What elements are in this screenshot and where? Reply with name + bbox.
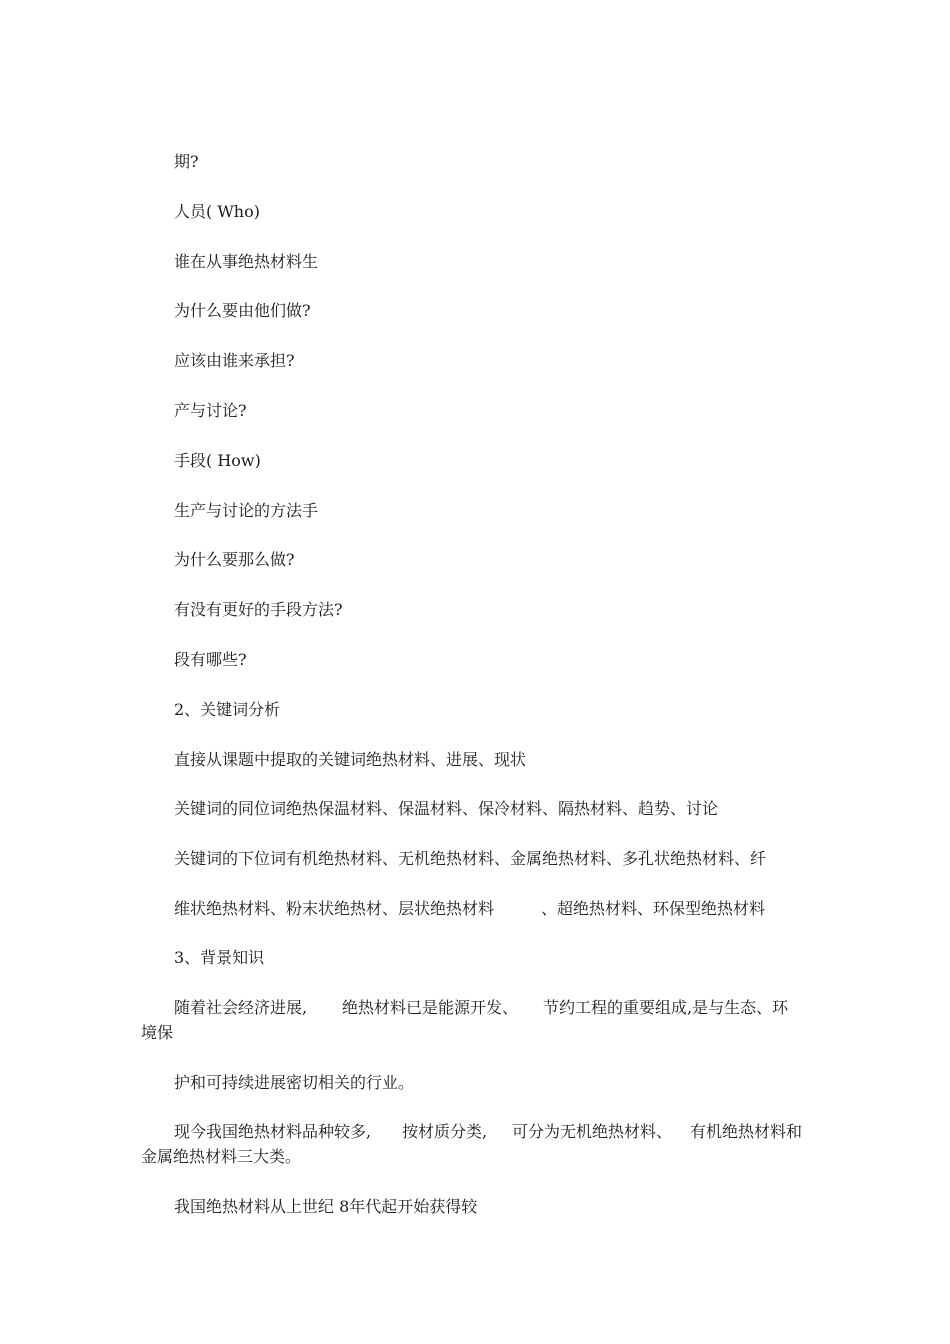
text-line: 人员( Who) (174, 202, 260, 221)
text-line: 为什么要那么做? (174, 550, 295, 569)
text-line: 段有哪些? (174, 650, 247, 669)
text-line: 关键词的下位词有机绝热材料、无机绝热材料、金属绝热材料、多孔状绝热材料、纤 (174, 849, 767, 868)
paragraph-fragment: 境保 (141, 1023, 174, 1042)
section-heading: 2、关键词分析 (174, 700, 281, 719)
text-line: 产与讨论? (174, 401, 247, 420)
paragraph-fragment: 随着社会经济进展, (174, 998, 308, 1017)
paragraph-fragment: 按材质分类, (402, 1122, 488, 1141)
paragraph-fragment: 节约工程的重要组成,是与生态、环 (543, 998, 789, 1017)
text-line: 应该由谁来承担? (174, 351, 295, 370)
text-line: 期? (174, 152, 199, 171)
text-line: 护和可持续进展密切相关的行业。 (174, 1073, 415, 1092)
paragraph-fragment: 可分为无机绝热材料、 (512, 1122, 673, 1141)
paragraph-fragment: 现今我国绝热材料品种较多, (174, 1122, 372, 1141)
paragraph-fragment: 有机绝热材料和 (690, 1122, 803, 1141)
text-line: 手段( How) (174, 451, 261, 470)
paragraph-fragment: 金属绝热材料三大类。 (141, 1147, 302, 1166)
text-line: 我国绝热材料从上世纪 8年代起开始获得较 (174, 1197, 478, 1216)
text-line: 维状绝热材料、粉末状绝热材、层状绝热材料 (174, 899, 495, 918)
text-line: 生产与讨论的方法手 (174, 501, 319, 520)
section-heading: 3、背景知识 (174, 948, 265, 967)
text-line: 关键词的同位词绝热保温材料、保温材料、保冷材料、隔热材料、趋势、讨论 (174, 799, 719, 818)
text-line: 谁在从事绝热材料生 (174, 252, 319, 271)
paragraph-fragment: 绝热材料已是能源开发、 (342, 998, 519, 1017)
text-line: 有没有更好的手段方法? (174, 600, 343, 619)
text-line: 直接从课题中提取的关键词绝热材料、进展、现状 (174, 750, 527, 769)
text-line: 为什么要由他们做? (174, 301, 311, 320)
text-line: 、超绝热材料、环保型绝热材料 (541, 899, 766, 918)
